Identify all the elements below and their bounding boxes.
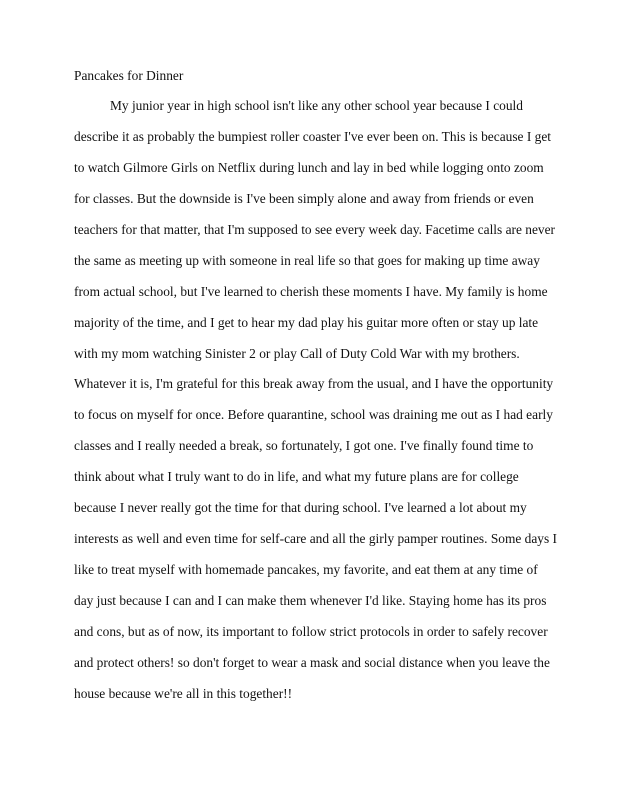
text-line: because I never really got the time for that during school. I've learned a lot about my	[74, 500, 527, 516]
text-line: to watch Gilmore Girls on Netflix during lunch and lay in bed while logging onto zoom	[74, 159, 544, 175]
text-line: and cons, but as of now, its important to follow strict protocols in order to safely recover	[74, 623, 548, 639]
body-paragraph	[74, 96, 558, 715]
text-line: from actual school, but I've learned to cherish these moments I have. My family is home	[74, 283, 548, 299]
text-line: describe it as probably the bumpiest roller coaster I've ever been on. This is because I get	[74, 128, 551, 144]
text-line: interests as well and even time for self-care and all the girly pamper routines. Some days I	[74, 531, 558, 547]
text-line: classes and I really needed a break, so fortunately, I got one. I've finally found time to	[74, 438, 534, 454]
text-line: house because we're all in this together!!	[74, 685, 293, 701]
text-line: teachers for that matter, that I'm supposed to see every week day. Facetime calls are never	[74, 221, 556, 237]
document-title: Pancakes for Dinner	[74, 68, 184, 83]
text-line: My junior year in high school isn't like any other school year because I could	[110, 98, 523, 113]
text-line: Whatever it is, I'm grateful for this break away from the usual, and I have the opportunity	[74, 376, 554, 392]
text-line: with my mom watching Sinister 2 or play Call of Duty Cold War with my brothers.	[74, 345, 520, 361]
text-line: the same as meeting up with someone in real life so that goes for making up time away	[74, 252, 540, 268]
text-line: day just because I can and I can make them whenever I'd like. Staying home has its pros	[74, 593, 547, 608]
text-line: and protect others! so don't forget to wear a mask and social distance when you leave the	[74, 654, 550, 670]
text-line: for classes. But the downside is I've been simply alone and away from friends or even	[74, 190, 534, 206]
text-line: think about what I truly want to do in life, and what my future plans are for college	[74, 469, 519, 485]
text-line: like to treat myself with homemade pancakes, my favorite, and eat them at any time of	[74, 562, 538, 578]
text-line: to focus on myself for once. Before quarantine, school was draining me out as I had early	[74, 407, 553, 423]
text-line: majority of the time, and I get to hear my dad play his guitar more often or stay up late	[74, 314, 539, 330]
